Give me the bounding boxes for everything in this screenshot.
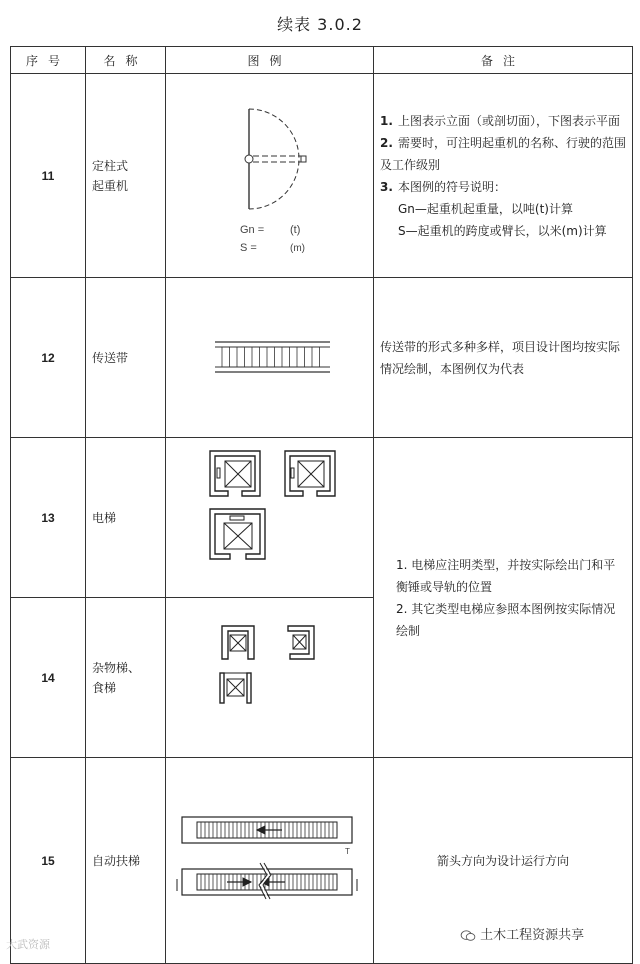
escalator-symbol [182,817,352,856]
dumbwaiter-legend [166,598,374,758]
watermark-right [460,924,584,943]
gn-unit: (t) [289,223,300,236]
note-text: 箭头方向为设计运行方向 [436,853,569,868]
header-row [11,47,633,74]
elevator-symbol [210,451,260,496]
note-line [380,198,626,220]
row-name [86,74,166,278]
escalator-legend [166,758,374,964]
table-row [11,438,633,598]
note-text: S—起重机的跨度或臂长，以米(m)计算 [398,223,607,238]
row-name: 自动扶梯 [86,758,166,964]
dumbwaiter-symbol [220,673,251,703]
note-line [380,220,626,242]
note-text: 需要时，可注明起重机的名称、行驶的范围及工作级别 [380,135,627,172]
escalator-symbol-split [177,863,357,899]
row-name-text: 定柱式 起重机 [92,158,129,193]
elevator-legend [166,438,374,598]
legend-table [10,46,633,964]
row-name-text: 杂物梯、 食梯 [92,660,141,695]
wechat-icon [460,930,476,942]
note-text: Gn—起重机起重量，以吨(t)计算 [398,201,573,216]
table-row [11,278,633,438]
escalator-figure [167,799,373,919]
header-name: 名称 [86,47,166,74]
row-notes [374,278,633,438]
row-notes-shared [374,438,633,758]
elevator-symbol [285,451,335,496]
note-line: 2. 其它类型电梯应参照本图例按实际情况绘制 [396,601,616,638]
elevator-figure [170,441,370,591]
row-notes [374,74,633,278]
table-row [11,74,633,278]
note-text: 上图表示立面（或剖切面），下图表示平面 [398,113,621,128]
row-number: 15 [11,758,86,964]
gn-label: Gn = [239,223,264,236]
header-notes: 备注 [374,47,633,74]
row-number: 11 [11,74,86,278]
column-crane-figure [170,79,370,269]
note-text: 本图例的符号说明： [398,179,507,194]
page-title: 续表 3.0.2 [277,15,363,34]
dumbwaiter-symbol [288,626,314,659]
note-line: 1. 电梯应注明类型，并按实际绘出门和平衡锤或导轨的位置 [396,557,616,594]
note-line [380,132,626,176]
note-bullet: 1. [380,113,393,128]
row-name [86,598,166,758]
header-no: 序号 [11,47,86,74]
row-name: 传送带 [86,278,166,438]
row-number: 12 [11,278,86,438]
dumbwaiter-figure [170,621,370,731]
note-bullet: 3. [380,179,393,194]
row-number: 13 [11,438,86,598]
conveyor-legend [166,278,374,438]
note-bullet: 2. [380,135,393,150]
dumbwaiter-symbol [222,626,254,659]
s-label: S = [239,241,257,254]
row-number: 14 [11,598,86,758]
note-text: 传送带的形式多种多样，项目设计图均按实际情况绘制，本图例仅为代表 [380,339,621,376]
header-legend: 图例 [166,47,374,74]
note-line [380,110,626,132]
watermark-right-text: 土木工程资源共享 [480,928,585,943]
row-name: 电梯 [86,438,166,598]
s-unit: (m) [289,242,305,254]
conveyor-figure [170,326,370,386]
watermark-left: 大武资源 [6,938,50,951]
elevator-symbol [210,509,265,559]
svg-text:T: T [344,846,350,856]
note-line [380,176,626,198]
crane-legend [166,74,374,278]
